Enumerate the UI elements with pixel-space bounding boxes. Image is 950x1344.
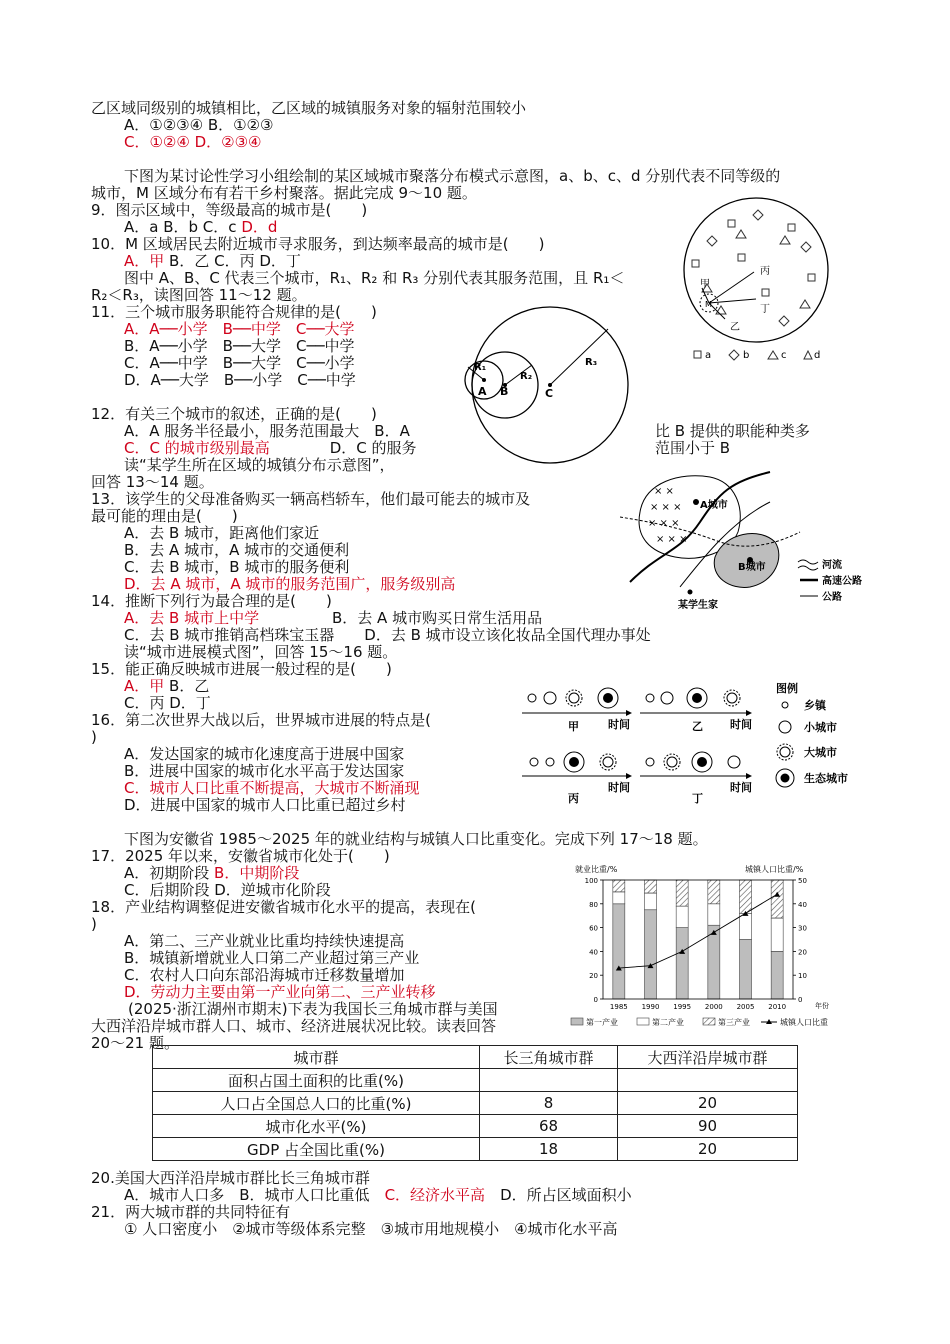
table-cell: 8: [480, 1092, 618, 1115]
question-13-answer: D．去 A 城市，A 城市的服务范围广，服务级别高: [124, 575, 456, 593]
bar-secondary: [708, 904, 720, 925]
table-header: 城市群: [153, 1046, 480, 1069]
town-map: [620, 462, 880, 612]
question-17-ab: [124, 865, 299, 882]
city-point: [482, 378, 486, 382]
option-line: C．丙 D．丁: [124, 694, 211, 712]
table-cell: 18: [480, 1138, 618, 1161]
answer-text: C．经济水平高: [384, 1186, 486, 1204]
time-label: 时间: [730, 781, 752, 794]
question-16-answer: C．城市人口比重不断提高，大城市不断涌现: [124, 779, 420, 797]
legend-label: 第三产业: [718, 1018, 750, 1027]
town-icon: [528, 694, 536, 702]
time-label: 时间: [730, 718, 752, 731]
option-line: B．去 A 城市，A 城市的交通便利: [124, 541, 350, 559]
time-label: 时间: [608, 718, 630, 731]
table-cell: 20: [618, 1138, 798, 1161]
question-12: 12．有关三个城市的叙述，正确的是( ): [91, 405, 377, 423]
bar-secondary: [771, 918, 783, 951]
legend-label: d: [814, 350, 821, 361]
label-r3: R₃: [585, 357, 598, 368]
town-icon: [546, 758, 554, 766]
town-icon: [646, 694, 654, 702]
bar-primary: [708, 925, 720, 999]
question-15-ab: [124, 678, 209, 695]
bar-tertiary: [771, 880, 783, 918]
large-city-inner: [569, 693, 579, 703]
legend-square-icon: [694, 351, 701, 358]
symbol-b: [753, 210, 763, 220]
bar-tertiary: [645, 880, 657, 893]
option-line: A．A 服务半径最小，服务范围最大 B．A: [124, 422, 410, 440]
options-line-answer: C．①②④ D．②③④: [124, 133, 262, 151]
panel-ding: [640, 752, 752, 805]
option-line: C．后期阶段 D．逆城市化阶段: [124, 881, 331, 899]
question-20: 20.美国大西洋沿岸城市群比长三角城市群: [91, 1169, 370, 1187]
large-city-icon: [724, 690, 740, 706]
table-cell: GDP 占全国比重(%): [153, 1138, 480, 1161]
large-city-icon: [600, 754, 616, 770]
symbol-b: [779, 316, 789, 326]
intro-line: 下图为某讨论性学习小组绘制的某区域城市聚落分布模式示意图，a、b、c、d 分别代表不同等级的: [124, 167, 781, 185]
y-left-tick-label: 0: [593, 996, 598, 1004]
x-unit-label: 年份: [815, 1002, 829, 1010]
bar-tertiary: [676, 880, 688, 906]
option-line: 范围小于 B: [655, 439, 731, 457]
urban-mark: × ×: [654, 486, 674, 497]
table-header: 长三角城市群: [480, 1046, 618, 1069]
intro-line: 城市，M 区域分布有若干乡村聚落。据此完成 9～10 题。: [91, 184, 477, 202]
answer-text: A．甲: [124, 677, 165, 695]
label-bing: 丙: [760, 266, 770, 277]
arrow-line: [709, 272, 754, 303]
legend-label: 第一产业: [586, 1018, 618, 1027]
small-city-icon: [661, 692, 673, 704]
legend-diamond-icon: [729, 350, 739, 360]
dev-legend: [776, 681, 848, 787]
label-a: A: [478, 385, 487, 398]
question-20-options: [124, 1187, 632, 1204]
question-14-answer: A．去 B 城市上中学: [124, 609, 260, 627]
symbol-a: [728, 220, 735, 227]
bar-secondary: [645, 893, 657, 910]
legend-large-city-inner: [780, 747, 790, 757]
eco-city-core: [697, 757, 707, 767]
question-18: 18．产业结构调整促进安徽省城市化水平的提高，表现在(: [91, 898, 476, 916]
legend-tertiary-swatch: [703, 1018, 715, 1025]
comparison-table: [152, 1045, 798, 1161]
options-line: A．①②③④ B．①②③: [124, 116, 274, 134]
town-icon: [530, 758, 538, 766]
time-arrow-icon: [746, 773, 752, 779]
question-18-cont: ): [91, 915, 97, 933]
x-tick-label: 2000: [704, 1003, 723, 1011]
x-tick-label: 2010: [768, 1003, 787, 1011]
panel-bing: [522, 752, 632, 805]
table-row: [153, 1138, 798, 1161]
bar-secondary: [740, 913, 752, 939]
large-city-inner: [603, 757, 613, 767]
label-jia: 甲: [700, 279, 710, 290]
y-right-title: 城镇人口比重/%: [745, 865, 804, 874]
options-text: A．初期阶段: [124, 864, 210, 882]
chart-legend: [571, 1017, 828, 1027]
symbol-a: [808, 274, 815, 281]
question-16: 16．第二次世界大战以后，世界城市进展的特点是(: [91, 711, 431, 729]
question-15: 15．能正确反映城市进展一般过程的是( ): [91, 660, 392, 678]
legend-label: b: [743, 350, 750, 361]
panel-label: 丙: [568, 792, 579, 805]
symbol-c: [780, 236, 790, 244]
small-city-icon: [544, 692, 556, 704]
intro-line: 下图为安徽省 1985～2025 年的就业结构与城镇人口比重变化。完成下列 17～18 题。: [124, 830, 708, 848]
employment-chart: [565, 862, 845, 1032]
legend-label: 小城市: [804, 721, 837, 734]
table-cell: 90: [618, 1115, 798, 1138]
home-point: [688, 590, 693, 595]
option-line: D．A──大学 B──小学 C──中学: [124, 371, 356, 389]
intro-line: (2025·浙江湖州市期末)下表为我国长三角城市群与美国: [128, 1000, 498, 1018]
small-city-icon: [728, 756, 740, 768]
label-r1: R₁: [474, 362, 487, 373]
legend-river-icon: [798, 560, 818, 570]
table-cell: 面积占国土面积的比重(%): [153, 1069, 480, 1092]
legend-eco-city-core: [781, 774, 790, 783]
legend-label: 乡镇: [804, 699, 826, 712]
options-text: A．城市人口多 B．城市人口比重低: [124, 1186, 370, 1204]
urban-mark: × × ×: [650, 502, 682, 513]
question-10: 10．M 区域居民去附近城市寻求服务，到达频率最高的城市是( ): [91, 235, 545, 253]
y-left-tick-label: 80: [589, 900, 598, 909]
y-left-tick-label: 60: [589, 924, 598, 933]
option-line: D．进展中国家的城市人口比重已超过乡村: [124, 796, 406, 814]
y-left-tick-label: 40: [589, 948, 598, 957]
legend-town-icon: [782, 702, 788, 708]
panel-label: 乙: [692, 720, 703, 733]
symbol-b: [801, 242, 811, 252]
answer-text: A．甲: [124, 252, 165, 270]
intro-line: 大西洋沿岸城市群人口、城市、经济进展状况比较。读表回答: [91, 1017, 497, 1035]
symbol-c: [800, 300, 810, 308]
intro-line: 读“某学生所在区域的城镇分布示意图”，: [124, 456, 395, 474]
time-arrow-icon: [626, 773, 632, 779]
large-city-inner: [727, 693, 737, 703]
time-arrow-icon: [626, 710, 632, 716]
panel-yi: [640, 688, 752, 733]
symbol-a: [762, 289, 769, 296]
question-14: 14．推断下列行为最合理的是( ): [91, 592, 332, 610]
bar-primary: [676, 928, 688, 999]
bar-tertiary: [613, 880, 625, 892]
question-13: 13．该学生的父母准备购买一辆高档轿车，他们最可能去的城市及: [91, 490, 531, 508]
table-cell: 20: [618, 1092, 798, 1115]
question-11-answer: A．A──小学 B──中学 C──大学: [124, 320, 355, 338]
option-line: C．去 B 城市，B 城市的服务便利: [124, 558, 350, 576]
urban-share-line: [619, 894, 777, 968]
question-9: 9．图示区域中，等级最高的城市是( ): [91, 201, 368, 219]
arrow-line: [709, 299, 756, 303]
legend-label: 生态城市: [804, 772, 848, 785]
question-18-answer: D．劳动力主要由第一产业向第二、三产业转移: [124, 983, 436, 1001]
y-left-title: 就业比重/%: [575, 865, 618, 874]
legend-label: 高速公路: [822, 576, 862, 587]
large-city-icon: [566, 690, 582, 706]
legend-large-city-icon: [777, 744, 793, 760]
time-label: 时间: [608, 781, 630, 794]
intro-line: 20～21 题。: [91, 1034, 179, 1052]
bar-secondary: [676, 906, 688, 927]
question-10-options: [124, 253, 301, 270]
option-line: ① 人口密度小 ②城市等级体系完整 ③城市用地规模小 ④城市化水平高: [124, 1220, 618, 1238]
option-line: 比 B 提供的职能种类多: [655, 422, 810, 440]
symbol-b: [707, 236, 717, 246]
table-cell: 人口占全国总人口的比重(%): [153, 1092, 480, 1115]
option-line: B．进展中国家的城市化水平高于发达国家: [124, 762, 405, 780]
question-16-cont: ): [91, 728, 97, 746]
region-boundary: [684, 198, 828, 342]
question-17: 17．2025 年以来，安徽省城市化处于( ): [91, 847, 390, 865]
y-right-tick-label: 30: [798, 924, 807, 933]
x-tick-label: 2005: [736, 1003, 755, 1011]
table-row: [153, 1115, 798, 1138]
options-text: B．乙: [164, 677, 210, 695]
eco-city-core: [569, 757, 579, 767]
label-m: M: [705, 300, 712, 309]
y-right-tick-label: 10: [798, 972, 807, 981]
legend-label: a: [705, 350, 712, 361]
answer-text: B．中期阶段: [214, 864, 300, 882]
legend-secondary-swatch: [637, 1018, 649, 1025]
label-yi: 乙: [730, 322, 740, 333]
legend-title: 图例: [776, 682, 798, 695]
options-text: A．a B．b C．c: [124, 218, 237, 236]
legend-small-city-icon: [779, 721, 791, 733]
label-ding: 丁: [760, 304, 770, 315]
y-right-tick-label: 20: [798, 948, 807, 957]
legend-label: 公路: [822, 592, 842, 603]
option-line: A．发达国家的城市化速度高于进展中国家: [124, 745, 405, 763]
settlement-diagram: [680, 196, 840, 372]
symbol-a: [738, 254, 745, 261]
option-line: A．去 B 城市，距离他们家近: [124, 524, 320, 542]
table-row: [153, 1092, 798, 1115]
panel-label: 丁: [692, 792, 703, 805]
city-a-point: [693, 499, 699, 505]
options-text: D．所占区域面积小: [500, 1186, 632, 1204]
x-tick-label: 1995: [673, 1003, 692, 1011]
question-11: 11．三个城市服务职能符合规律的是( ): [91, 303, 377, 321]
question-21: 21．两大城市群的共同特征有: [91, 1203, 291, 1221]
bar-tertiary: [708, 880, 720, 904]
option-line: C．去 B 城市推销高档珠宝玉器 D．去 B 城市设立该化妆品全国代理办事处: [124, 626, 651, 644]
y-right-tick-label: 40: [798, 900, 807, 909]
symbol-a: [692, 260, 699, 267]
option-line: B．去 A 城市购买日常生活用品: [332, 609, 543, 627]
option-line: C．农村人口向东部沿海城市迁移数量增加: [124, 966, 405, 984]
time-arrow-icon: [746, 710, 752, 716]
y-right-tick-label: 0: [798, 996, 803, 1004]
home-label: 某学生家: [678, 600, 718, 611]
text-line: 乙区域同级别的城镇相比，乙区域的城镇服务对象的辐射范围较小: [91, 99, 527, 117]
large-city-icon: [664, 754, 680, 770]
table-row: [153, 1069, 798, 1092]
option-line: B．城镇新增就业人口第二产业超过第三产业: [124, 949, 420, 967]
bar-primary: [613, 904, 625, 999]
city-development-diagram: [522, 680, 867, 810]
symbol-c: [736, 230, 746, 238]
option-line: A．第二、三产业就业比重均持续快速提高: [124, 932, 405, 950]
service-range-diagram: [460, 305, 640, 465]
legend-label: 河流: [822, 560, 842, 571]
options-text: B．乙 C．丙 D．丁: [164, 252, 301, 270]
legend-label: 城镇人口比重: [780, 1018, 828, 1027]
legend-primary-swatch: [571, 1018, 583, 1025]
question-13-cont: 最可能的理由是( ): [91, 507, 238, 525]
bar-primary: [645, 910, 657, 999]
intro-line: 回答 13～14 题。: [91, 473, 214, 491]
table-cell: [480, 1069, 618, 1092]
question-12-cd: [124, 440, 417, 457]
label-r2: R₂: [520, 371, 533, 382]
option-line: C．A──中学 B──大学 C──小学: [124, 354, 355, 372]
city-a-label: A城市: [700, 500, 728, 511]
options-text: D．C 的服务: [329, 439, 417, 457]
table-cell: [618, 1069, 798, 1092]
bar-tertiary: [740, 880, 752, 913]
option-line: B．A──小学 B──大学 C──中学: [124, 337, 355, 355]
y-right-tick-label: 50: [798, 877, 807, 885]
y-left-tick-label: 100: [584, 877, 598, 885]
symbol-a: [788, 224, 795, 231]
legend-triangle-icon: [804, 351, 812, 359]
x-tick-label: 1985: [609, 1003, 628, 1011]
city-b-label: B城市: [738, 562, 766, 573]
bar-primary: [771, 951, 783, 999]
y-left-tick-label: 20: [589, 972, 598, 981]
eco-city-core: [692, 693, 702, 703]
x-tick-label: 1990: [641, 1003, 660, 1011]
intro-line: 图中 A、B、C 代表三个城市，R₁、R₂ 和 R₃ 分别代表其服务范围，且 R₁＜: [124, 269, 625, 287]
table-cell: 城市化水平(%): [153, 1115, 480, 1138]
table-header: 大西洋沿岸城市群: [618, 1046, 798, 1069]
legend-label: c: [781, 350, 787, 361]
bar-secondary: [613, 892, 625, 904]
table-header-row: [153, 1046, 798, 1069]
intro-line: R₂＜R₃，读图回答 11～12 题。: [91, 286, 307, 304]
table-cell: 68: [480, 1115, 618, 1138]
intro-line: 读“城市进展模式图”，回答 15～16 题。: [124, 643, 398, 661]
panel-jia: [522, 688, 632, 733]
answer-text: D．d: [241, 218, 278, 236]
panel-label: 甲: [568, 720, 579, 733]
radius-line: [550, 329, 608, 385]
question-9-options: [124, 219, 277, 236]
legend-label: 第二产业: [652, 1018, 684, 1027]
urban-mark: × × ×: [648, 518, 680, 529]
eco-city-core: [603, 693, 613, 703]
label-b: B: [500, 385, 509, 398]
plot-frame: [603, 880, 793, 999]
urban-mark: × × ×: [656, 534, 688, 545]
label-c: C: [545, 387, 554, 400]
legend-triangle-icon: [768, 351, 778, 359]
large-city-inner: [667, 757, 677, 767]
town-icon: [646, 758, 654, 766]
legend-label: 大城市: [804, 746, 837, 759]
answer-text: C．C 的城市级别最高: [124, 439, 270, 457]
bar-primary: [740, 940, 752, 1000]
